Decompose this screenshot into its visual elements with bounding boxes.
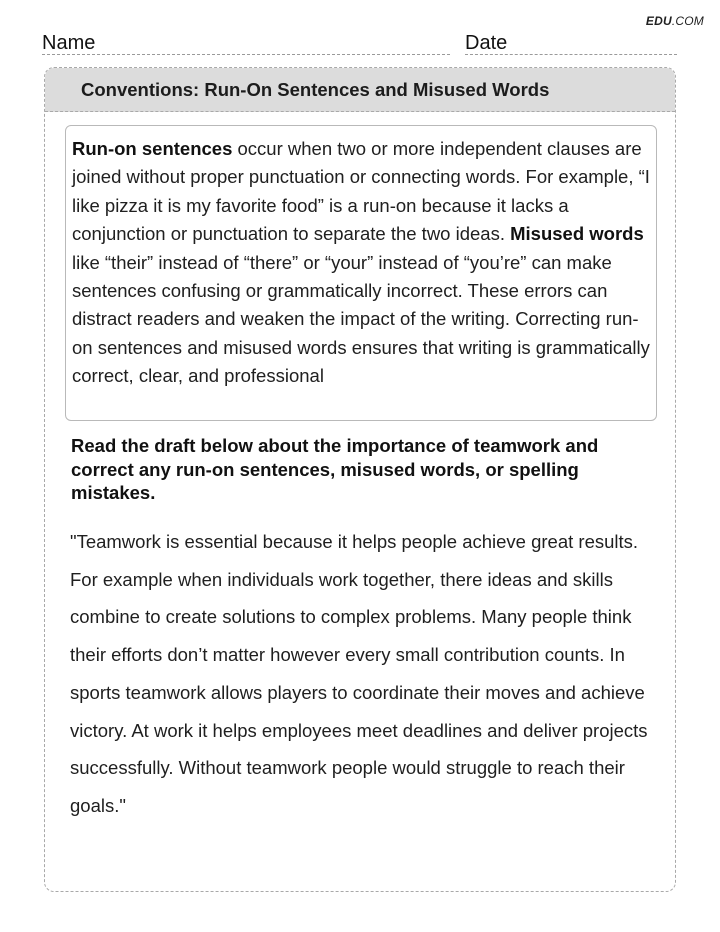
draft-text: "Teamwork is essential because it helps people achieve great results. For example when individuals work together, there ideas and skills combine to create solutions to complex problems. Many people think their efforts don’t matter however every small contribution counts. In sports teamwork allows players to coordinate their moves and achieve victory. At work it helps employees meet deadlines and deliver projects successfully. Without teamwork people would struggle to reach their goals." bbox=[70, 531, 648, 816]
info-text-1: occur when two or more independent clauses are joined without proper punctuation or connecting words. For example, “I like pizza it is my favorite food” is a run-on because it lacks a conjunction or punctuation to separate the two ideas. bbox=[72, 138, 650, 245]
info-text-2: like “their” instead of “there” or “your” instead of “you’re” can make sentences confusing or grammatically incorrect. These errors can distract readers and weaken the impact of the writing. Correcting run-on sentences and misused words ensures that writing is grammatically correct, clear, and professional bbox=[72, 251, 650, 387]
brand-logo bbox=[646, 14, 704, 28]
worksheet-card bbox=[44, 67, 676, 892]
date-line bbox=[465, 54, 677, 55]
info-box bbox=[65, 125, 657, 421]
date-field[interactable] bbox=[465, 32, 677, 54]
instruction-text: Read the draft below about the importance of teamwork and correct any run-on sentences, misused words, or spelling mistakes. bbox=[71, 435, 599, 503]
info-term-misused: Misused words bbox=[510, 223, 644, 245]
name-line bbox=[42, 54, 450, 55]
brand-logo-bold: EDU bbox=[645, 14, 672, 28]
brand-logo-suffix: .COM bbox=[671, 14, 704, 28]
info-term-run-on: Run-on sentences bbox=[72, 138, 233, 159]
date-label: Date bbox=[465, 32, 508, 54]
name-field[interactable] bbox=[42, 32, 450, 54]
worksheet-title: Conventions: Run-On Sentences and Misused Words bbox=[45, 68, 675, 112]
name-label: Name bbox=[42, 32, 96, 54]
